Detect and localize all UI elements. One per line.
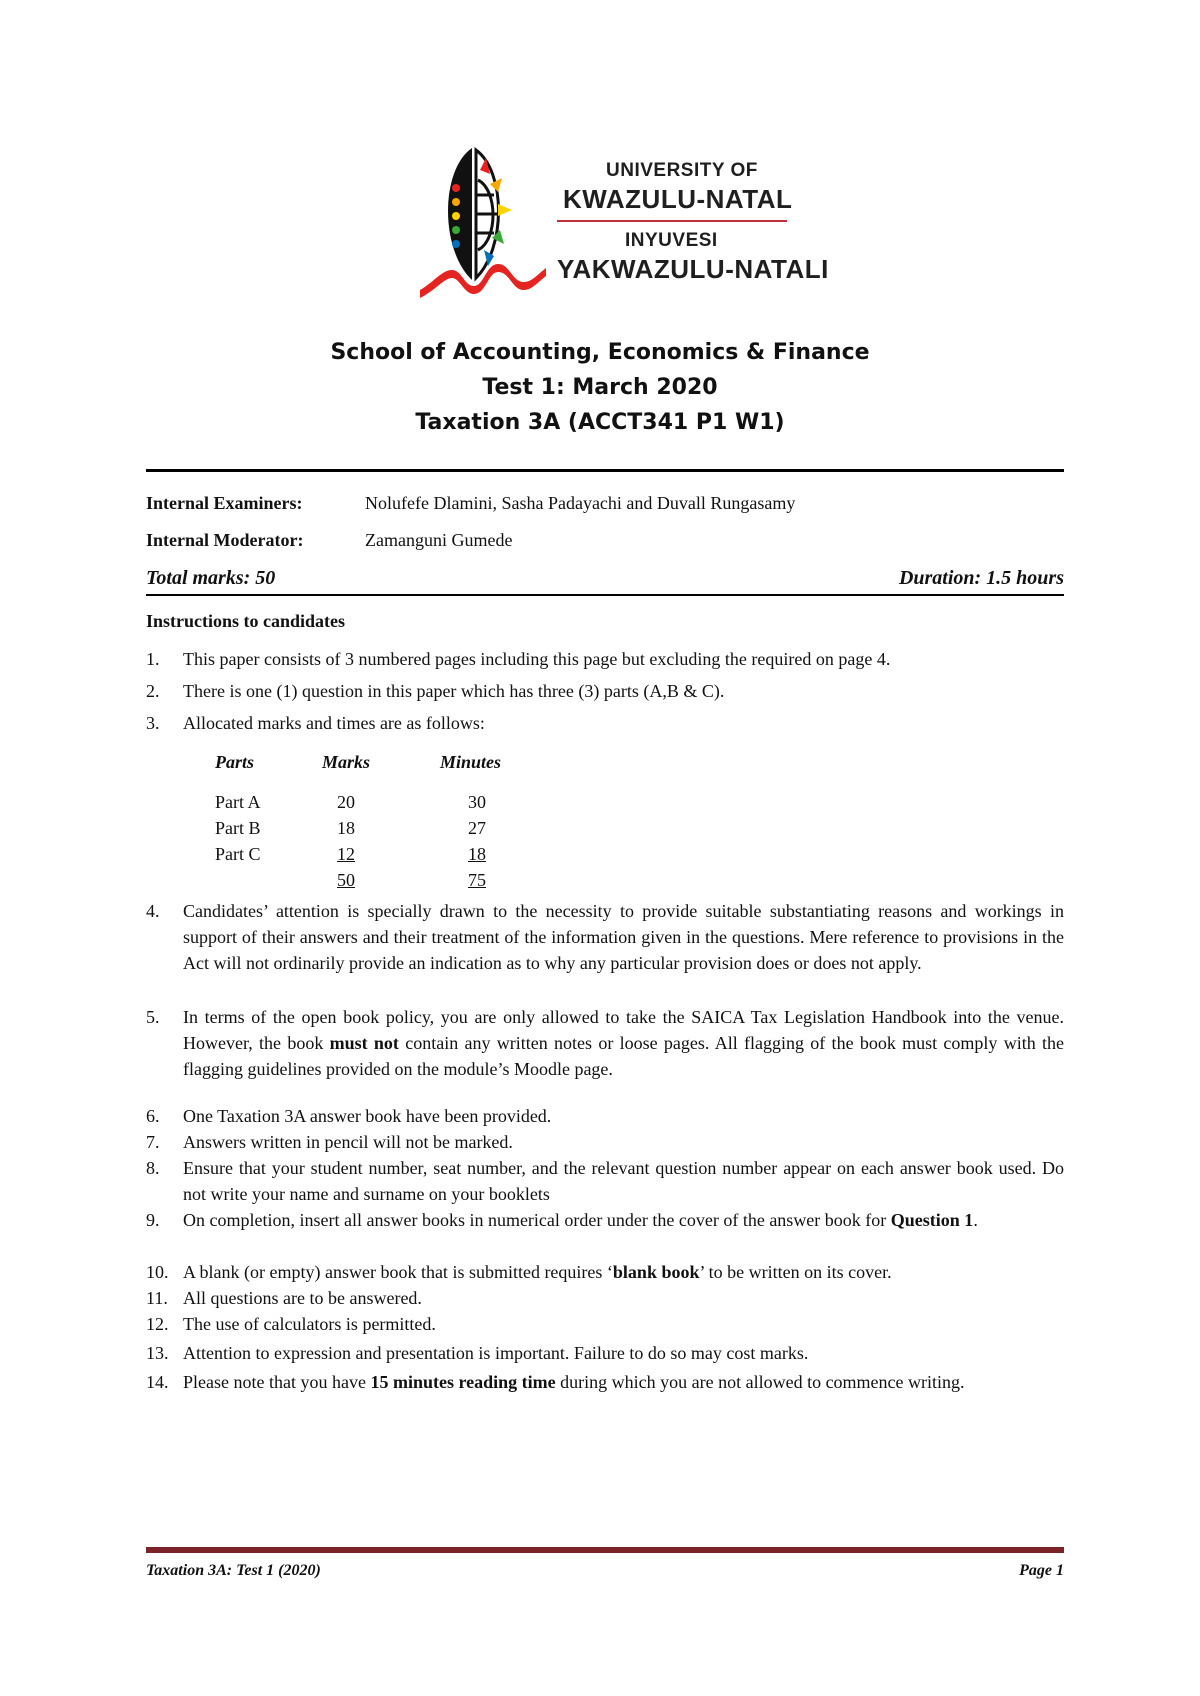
item-number: 1. [146, 649, 160, 669]
logo-shield [448, 148, 472, 280]
item-text: There is one (1) question in this paper which has three (3) parts (A,B & C). [183, 681, 725, 701]
footer-left: Taxation 3A: Test 1 (2020) [146, 1562, 321, 1579]
item-number: 10. [146, 1262, 169, 1282]
examiners-value: Nolufefe Dlamini, Sasha Padayachi and Duvall Rungasamy [365, 493, 796, 513]
logo-line-yakwazulu-natali: YAKWAZULU-NATALI [557, 254, 829, 284]
item-number: 9. [146, 1210, 160, 1230]
footer-page-number: Page 1 [1019, 1562, 1064, 1579]
examiners-label: Internal Examiners: [146, 493, 303, 513]
item-number: 12. [146, 1314, 169, 1334]
item-number: 13. [146, 1343, 169, 1363]
list-item [146, 1311, 1064, 1337]
list-item [146, 1340, 1064, 1366]
list-item [146, 1103, 1064, 1129]
item-text: Ensure that your student number, seat number, and the relevant question number appear on each answer book used. Do not write your name and surname on your booklets [183, 1158, 1064, 1204]
list-item [146, 1004, 1064, 1108]
item-text: Please note that you have 15 minutes reading time during which you are not allowed to commence writing. [183, 1372, 965, 1392]
item-number: 4. [146, 901, 160, 921]
logo-line-kwazulu-natal: KWAZULU-NATAL [563, 184, 793, 214]
item-number: 7. [146, 1132, 160, 1152]
moderator-value: Zamanguni Gumede [365, 530, 513, 550]
course-heading: Taxation 3A (ACCT341 P1 W1) [415, 410, 785, 435]
item-number: 14. [146, 1372, 169, 1392]
table-cell-minutes: 18 [468, 844, 486, 864]
table-cell-minutes: 30 [468, 792, 486, 812]
moderator-label: Internal Moderator: [146, 530, 304, 550]
list-item [146, 1207, 1064, 1259]
table-cell-part: Part C [215, 844, 261, 864]
test-heading: Test 1: March 2020 [482, 375, 718, 400]
table-header-parts: Parts [215, 752, 255, 772]
item-text: All questions are to be answered. [183, 1288, 422, 1308]
total-marks: Total marks: 50 [146, 567, 276, 589]
item-number: 8. [146, 1158, 160, 1178]
instructions-title: Instructions to candidates [146, 611, 346, 631]
item-text: One Taxation 3A answer book have been provided. [183, 1106, 552, 1126]
item-number: 5. [146, 1007, 160, 1027]
school-heading: School of Accounting, Economics & Finance [330, 340, 870, 365]
duration: Duration: 1.5 hours [898, 567, 1064, 589]
item-number: 6. [146, 1106, 160, 1126]
logo-divider [557, 220, 787, 222]
table-cell-marks: 18 [337, 818, 355, 838]
logo-line-inyuvesi: INYUVESI [625, 230, 718, 251]
item-text: This paper consists of 3 numbered pages including this page but excluding the required on page 4. [183, 649, 891, 669]
list-item [146, 1285, 1064, 1311]
table-header-marks: Marks [322, 752, 371, 772]
table-cell-marks: 20 [337, 792, 355, 812]
table-cell-part: Part A [215, 792, 261, 812]
logo-line-university-of: UNIVERSITY OF [606, 160, 758, 181]
item-number: 11. [146, 1288, 168, 1308]
list-item [146, 1259, 1064, 1285]
table-total-minutes: 75 [468, 870, 486, 890]
item-text: The use of calculators is permitted. [183, 1314, 436, 1334]
table-cell-part: Part B [215, 818, 261, 838]
list-item [146, 646, 1064, 672]
list-item [146, 898, 1064, 1002]
table-cell-marks: 12 [337, 844, 355, 864]
table-total-marks: 50 [337, 870, 355, 890]
list-item [146, 1129, 1064, 1155]
meta-rule [146, 594, 1064, 596]
header-rule [146, 469, 1064, 472]
list-item [146, 1155, 1064, 1207]
ukzn-logo [420, 140, 550, 310]
item-text: On completion, insert all answer books in numerical order under the cover of the answer book for Question 1. [183, 1210, 978, 1230]
item-text: Answers written in pencil will not be marked. [183, 1132, 513, 1152]
item-number: 2. [146, 681, 160, 701]
item-text: In terms of the open book policy, you are only allowed to take the SAICA Tax Legislation Handbook into the venue. However, the book must not contain any written notes or loose pages. All flagging of the book must comply with the flagging guidelines provided on the module’s Moodle page. [183, 1007, 1065, 1079]
item-text: Allocated marks and times are as follows: [183, 713, 485, 733]
table-header-minutes: Minutes [440, 752, 502, 772]
list-item [146, 1367, 1064, 1423]
footer-bar [146, 1547, 1064, 1553]
item-text: Candidates’ attention is specially drawn to the necessity to provide suitable substantiating reasons and workings in support of their answers and their treatment of the information given in the questions. Mere reference to provisions in the Act will not ordinarily provide an indication as to why any particular provision does or does not apply. [183, 901, 1064, 973]
list-item [146, 678, 1064, 704]
item-text: A blank (or empty) answer book that is submitted requires ‘blank book’ to be written on its cover. [183, 1262, 892, 1282]
item-text: Attention to expression and presentation is important. Failure to do so may cost marks. [183, 1343, 809, 1363]
table-cell-minutes: 27 [468, 818, 486, 838]
list-item [146, 710, 1064, 736]
item-number: 3. [146, 713, 160, 733]
